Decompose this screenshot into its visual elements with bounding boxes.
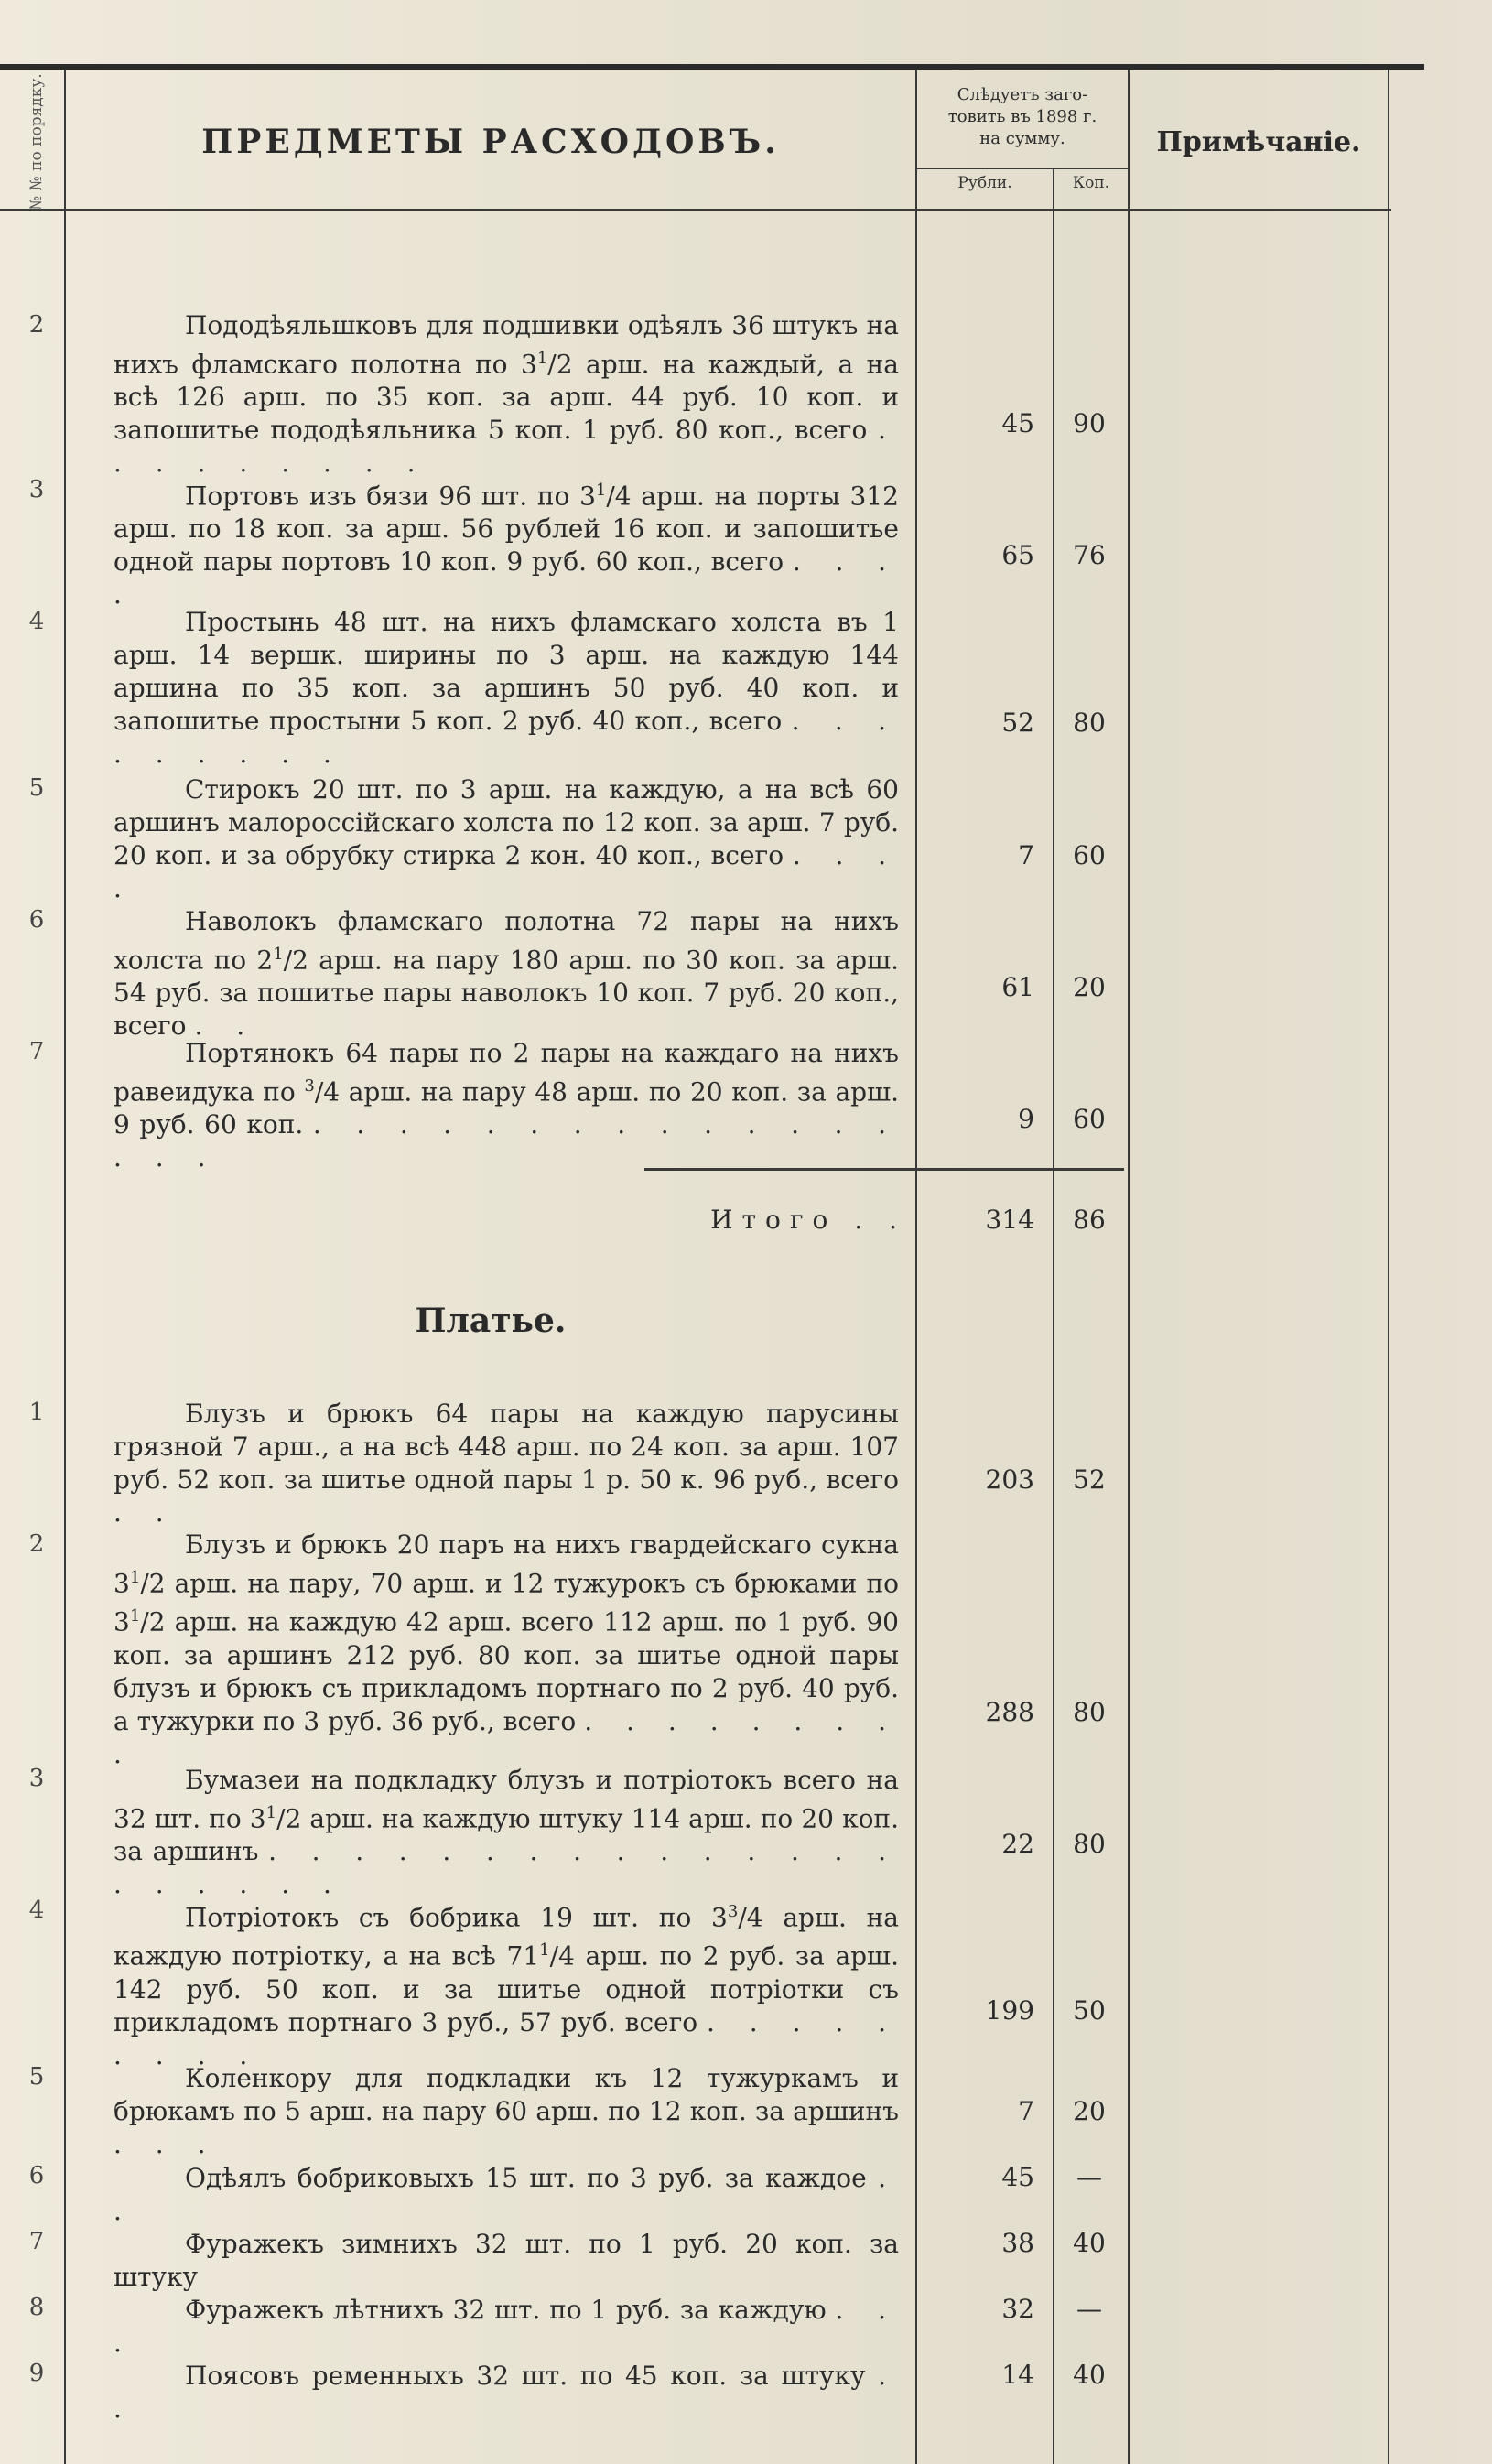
- kop-col-border: [1128, 70, 1130, 2464]
- row-number: 2: [28, 1530, 45, 1558]
- amount-rub: 45: [1001, 2162, 1034, 2192]
- amount-rub: 7: [1018, 840, 1034, 870]
- top-border: [0, 64, 1424, 70]
- amount-kop: 50: [1073, 1995, 1106, 2026]
- amount-kop: 76: [1073, 540, 1106, 570]
- amount-rub: 52: [1001, 708, 1034, 738]
- amount-kop: 80: [1073, 1697, 1106, 1727]
- section-title: Платье.: [415, 1302, 567, 1340]
- amount-rub: 199: [985, 1995, 1034, 2026]
- amount-rub: 7: [1018, 2096, 1034, 2126]
- amount-kop: 40: [1073, 2228, 1106, 2258]
- header-num-column: № № по порядку.: [27, 73, 46, 211]
- row-text: Одѣялъ бобриковыхъ 15 шт. по 3 руб. за каждое . .: [114, 2163, 900, 2226]
- amount-kop: 80: [1073, 708, 1106, 738]
- row-number: 1: [28, 1399, 45, 1426]
- num-col-border: [64, 70, 66, 2464]
- header-bottom-border: [0, 209, 1391, 211]
- row-text: Простынь 48 шт. на нихъ фламскаго холста въ 1 арш. 14 вершк. ширины по 3 арш. на каждую 144 аршина по 35 коп. за аршинъ 50 руб. 40 коп. и запошитье простыни 5 коп. 2 руб. 40 коп., всего . . . . . . . . .: [114, 607, 899, 769]
- row-text: Бумазеи на подкладку блузъ и потріотокъ всего на 32 шт. по $3^1/2$ арш. на каждую штуку 114 арш. по 20 коп. за аршинъ . . . . . . . . . . . . . . . . . . . . .: [114, 1765, 899, 1900]
- subheader-divider: [917, 168, 1128, 169]
- row-number: 3: [28, 476, 45, 503]
- total-kop: 86: [1073, 1205, 1106, 1235]
- total-label: Итого . .: [710, 1205, 906, 1235]
- amount-kop: 52: [1073, 1464, 1106, 1495]
- row-text: Блузъ и брюкъ 64 пары на каждую парусины грязной 7 арш., а на всѣ 448 арш. по 24 коп. за арш. 107 руб. 52 коп. за шитье одной пары 1 р. 50 к. 96 руб., всего . .: [114, 1399, 899, 1528]
- row-number: 2: [28, 311, 45, 339]
- amount-rub: 203: [985, 1464, 1034, 1495]
- row-text: Поясовъ ременныхъ 32 шт. по 45 коп. за штуку . .: [114, 2361, 900, 2424]
- row-text: Пододѣяльшковъ для подшивки одѣялъ 36 штукъ на нихъ фламскаго полотна по $3^1/2$ арш. на каждый, а на всѣ 126 арш. по 35 коп. за арш. 44 руб. 10 коп. и запошитье пододѣяльника 5 коп. 1 руб. 80 коп., всего . . . . . . . . .: [114, 310, 899, 479]
- total-rub: 314: [985, 1205, 1034, 1235]
- header-title: ПРЕДМЕТЫ РАСХОДОВЪ.: [201, 123, 780, 161]
- amount-rub: 65: [1001, 540, 1034, 570]
- row-number: 6: [28, 906, 45, 934]
- note-col-border: [1388, 70, 1389, 2464]
- row-text: Портянокъ 64 пары по 2 пары на каждаго на нихъ равеидука по $^3$/4 арш. на пару 48 арш. по 20 коп. за арш. 9 руб. 60 коп. . . . . . . . . . . . . . . . . .: [114, 1038, 900, 1173]
- row-text: Потріотокъ съ бобрика 19 шт. по $3^3/4$ арш. на каждую потріотку, а на всѣ $71^1/4$ арш. по 2 руб. за арш. 142 руб. 50 коп. и за шитье одной потріотки съ прикладомъ портнаго 3 руб., 57 руб. всего . . . . . . . . .: [114, 1902, 900, 2070]
- row-text: Блузъ и брюкъ 20 паръ на нихъ гвардейскаго сукна $3^1/2$ арш. на пару, 70 арш. и 12 тужурокъ съ брюками по $3^1/2$ арш. на каждую 42 арш. всего 112 арш. по 1 руб. 90 коп. за аршинъ 212 руб. 80 коп. за шитье одной пары блузъ и брюкъ съ прикладомъ портнаго по 2 руб. 40 руб. а тужурки по 3 руб. 36 руб., всего . . . . . . . . .: [114, 1529, 900, 1769]
- row-number: 5: [28, 774, 45, 802]
- row-text: Наволокъ фламскаго полотна 72 пары на нихъ холста по $2^1/2$ арш. на пару 180 арш. по 30 коп. за арш. 54 руб. за пошитье пары наволокъ 10 коп. 7 руб. 20 коп., всего . .: [114, 906, 899, 1042]
- amount-rub: 61: [1001, 972, 1034, 1002]
- row-text: Коленкору для подкладки къ 12 тужуркамъ и брюкамъ по 5 арш. на пару 60 арш. по 12 коп. за аршинъ . . .: [114, 2063, 899, 2159]
- total-rule: [644, 1168, 1124, 1171]
- amount-rub: 32: [1001, 2294, 1034, 2324]
- amount-rub: 288: [985, 1697, 1034, 1727]
- row-text: Фуражекъ лѣтнихъ 32 шт. по 1 руб. за каждую . . .: [114, 2295, 899, 2358]
- row-number: 4: [28, 608, 45, 635]
- amount-kop: —: [1076, 2294, 1102, 2324]
- row-number: 8: [28, 2294, 45, 2321]
- row-number: 6: [28, 2162, 45, 2189]
- row-text: Фуражекъ зимнихъ 32 шт. по 1 руб. 20 коп. за штуку: [114, 2229, 899, 2292]
- amount-kop: 80: [1073, 1829, 1106, 1859]
- amount-kop: —: [1076, 2162, 1102, 2192]
- amount-kop: 90: [1073, 408, 1106, 438]
- amount-rub: 38: [1001, 2228, 1034, 2258]
- row-number: 4: [28, 1897, 45, 1924]
- amount-rub: 22: [1001, 1829, 1034, 1859]
- amount-kop: 20: [1073, 972, 1106, 1002]
- amount-rub: 9: [1018, 1104, 1034, 1134]
- amount-kop: 40: [1073, 2360, 1106, 2390]
- row-text: Портовъ изъ бязи 96 шт. по $3^1/4$ арш. на порты 312 арш. по 18 коп. за арш. 56 рублей 16 коп. и запошитье одной пары портовъ 10 коп. 9 руб. 60 коп., всего . . . .: [114, 481, 899, 611]
- amount-kop: 20: [1073, 2096, 1106, 2126]
- amount-rub: 14: [1001, 2360, 1034, 2390]
- header-note: Примѣчаніе.: [1156, 125, 1361, 158]
- header-kop: Коп.: [1072, 174, 1110, 192]
- row-number: 5: [28, 2063, 45, 2091]
- row-number: 9: [28, 2360, 45, 2387]
- row-number: 3: [28, 1765, 45, 1792]
- amount-kop: 60: [1073, 1104, 1106, 1134]
- amount-kop: 60: [1073, 840, 1106, 870]
- header-rub: Рубли.: [957, 174, 1012, 192]
- row-text: Стирокъ 20 шт. по 3 арш. на каждую, а на всѣ 60 аршинъ малороссійскаго холста по 12 коп. за арш. 7 руб. 20 коп. и за обрубку стирка 2 кон. 40 коп., всего . . . .: [114, 774, 899, 903]
- row-number: 7: [28, 2228, 45, 2255]
- row-number: 7: [28, 1038, 45, 1065]
- amount-rub: 45: [1001, 408, 1034, 438]
- header-follow: Слѣдуетъ заго- товить въ 1898 г. на сумму.: [947, 85, 1097, 148]
